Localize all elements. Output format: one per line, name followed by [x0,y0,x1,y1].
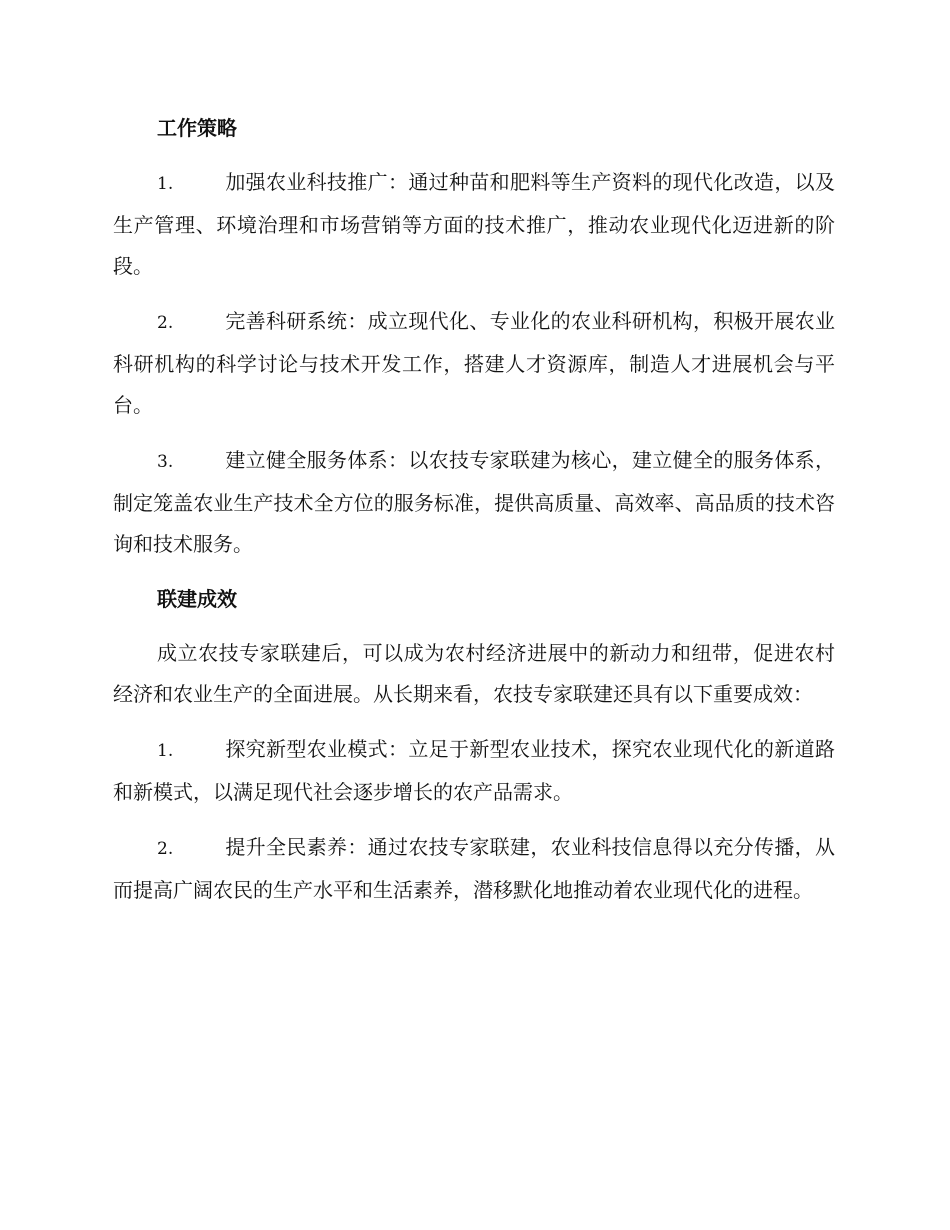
list-number: 1. [157,174,174,194]
list-item [113,162,835,287]
list-number: 2. [157,313,174,333]
section-heading-results: 联建成效 [157,587,237,611]
list-item-text: 完善科研系统：成立现代化、专业化的农业科研机构，积极开展农业科研机构的科学讨论与技术开发工作，搭建人才资源库，制造人才进展机会与平台。 [113,309,835,417]
list-item-text: 探究新型农业模式：立足于新型农业技术，探究农业现代化的新道路和新模式，以满足现代社会逐步增长的农产品需求。 [113,737,835,804]
list-item [113,827,835,911]
list-item [113,729,835,813]
section-heading-strategy: 工作策略 [157,116,237,140]
list-number: 3. [157,452,174,472]
intro-paragraph: 成立农技专家联建后，可以成为农村经济进展中的新动力和纽带，促进农村经济和农业生产的全面进展。从长期来看，农技专家联建还具有以下重要成效： [113,641,835,706]
list-number: 2. [157,839,174,859]
list-item [113,440,835,565]
list-item-text: 加强农业科技推广：通过种苗和肥料等生产资料的现代化改造，以及生产管理、环境治理和市场营销等方面的技术推广，推动农业现代化迈进新的阶段。 [113,170,835,278]
list-number: 1. [157,741,174,761]
document-body [113,108,835,925]
list-item-text: 提升全民素养：通过农技专家联建，农业科技信息得以充分传播，从而提高广阔农民的生产水平和生活素养，潜移默化地推动着农业现代化的进程。 [113,835,835,902]
list-item-text: 建立健全服务体系：以农技专家联建为核心，建立健全的服务体系，制定笼盖农业生产技术全方位的服务标准，提供高质量、高效率、高品质的技术咨询和技术服务。 [113,448,835,556]
list-item [113,301,835,426]
